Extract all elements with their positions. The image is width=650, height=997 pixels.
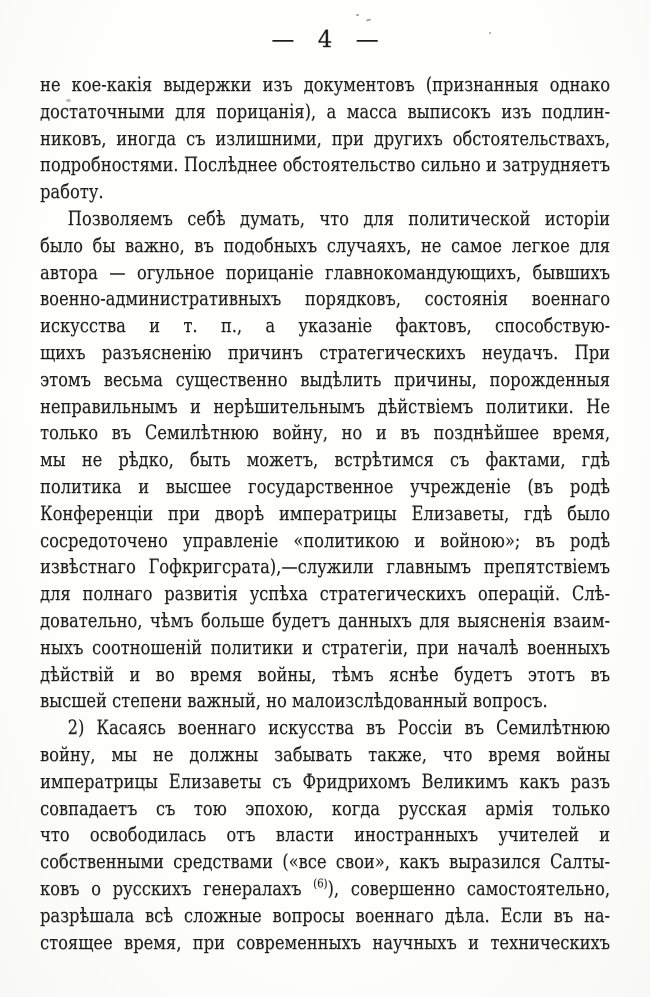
text-line: 2) Касаясь военнаго искусства въ Россіи въ Семилѣтнюю — [67, 715, 611, 740]
text-line: никовъ, иногда съ излишними, при другихъ обстоятельствахъ, — [40, 125, 611, 150]
text-line: императрицы Елизаветы съ Фридрихомъ Великимъ какъ разъ — [40, 768, 611, 793]
text-line: сосредоточено управленіе «политикою и войною»; въ родѣ — [40, 527, 611, 552]
text-line: довательно, чѣмъ больше будетъ данныхъ для выясненія взаим- — [40, 607, 611, 632]
text-line: ныхъ соотношеній политики и стратегіи, при началѣ военныхъ — [40, 634, 611, 659]
text-line: высшей степени важный, но малоизслѣдованный вопросъ. — [40, 688, 548, 713]
text-line: разрѣшала всѣ сложные вопросы военнаго дѣла. Если въ на- — [40, 902, 611, 927]
text-line: военно-административныхъ порядковъ, состоянія военнаго — [40, 286, 611, 311]
text-line: щихъ разъясненію причинъ стратегическихъ неудачъ. При — [40, 339, 611, 364]
text-line: мы не рѣдко, быть можетъ, встрѣтимся съ фактами, гдѣ — [40, 447, 611, 472]
text-line: что освободилась отъ власти иностранныхъ учителей и — [40, 822, 611, 847]
footnote-line-after: ), совершенно самостоятельно, — [327, 875, 611, 900]
footnote-reference: (6) — [313, 875, 328, 891]
text-line: только въ Семилѣтнюю войну, но и въ позднѣйшее время, — [40, 420, 611, 445]
text-line: неправильнымъ и нерѣшительнымъ дѣйствіемъ политики. Не — [40, 393, 611, 418]
text-line: автора — огульное порицаніе главнокомандующихъ, бывшихъ — [40, 259, 611, 284]
text-line: собственными средствами («все свои», какъ выразился Салты- — [40, 849, 611, 874]
text-line: подробностями. Послѣднее обстоятельство сильно и затрудняетъ — [40, 152, 611, 177]
page-number: — 4 — — [271, 27, 379, 53]
text-line: было бы важно, въ подобныхъ случаяхъ, не самое легкое для — [40, 232, 611, 257]
page-text — [40, 71, 610, 955]
text-line: войну, мы не должны забывать также, что время войны — [40, 741, 611, 766]
text-line: этомъ весьма существенно выдѣлить причины, порожденныя — [40, 366, 611, 391]
scan-speck — [366, 18, 371, 21]
scan-speck — [489, 32, 491, 34]
text-line: для полнаго развитія успѣха стратегическихъ операцій. Слѣ- — [40, 581, 611, 606]
text-line: извѣстнаго Гофкригсрата),—служили главнымъ препятствіемъ — [40, 554, 611, 579]
text-line: стоящее время, при современныхъ научныхъ и техническихъ — [40, 929, 611, 954]
text-line: совпадаетъ съ тою эпохою, когда русская армія только — [40, 795, 611, 820]
text-line: Конференціи при дворѣ императрицы Елизаветы, гдѣ было — [40, 500, 611, 525]
scan-speck — [356, 14, 359, 16]
text-line: дѣйствій и во время войны, тѣмъ яснѣе будетъ этотъ въ — [40, 661, 611, 686]
text-line-with-footnote — [40, 875, 610, 902]
text-line: не кое-какія выдержки изъ документовъ (признанныя однако — [40, 72, 611, 96]
footnote-line-before: ковъ о русскихъ генералахъ — [40, 875, 314, 900]
text-line: достаточными для порицанія), а масса выписокъ изъ подлин- — [40, 98, 611, 123]
text-line: политика и высшее государственное учрежденіе (въ родѣ — [40, 473, 611, 498]
text-line: искусства и т. п., а указаніе фактовъ, способствую- — [40, 313, 611, 338]
text-line: Позволяемъ себѣ думать, что для политической исторіи — [67, 205, 611, 230]
text-line: работу. — [40, 179, 104, 204]
